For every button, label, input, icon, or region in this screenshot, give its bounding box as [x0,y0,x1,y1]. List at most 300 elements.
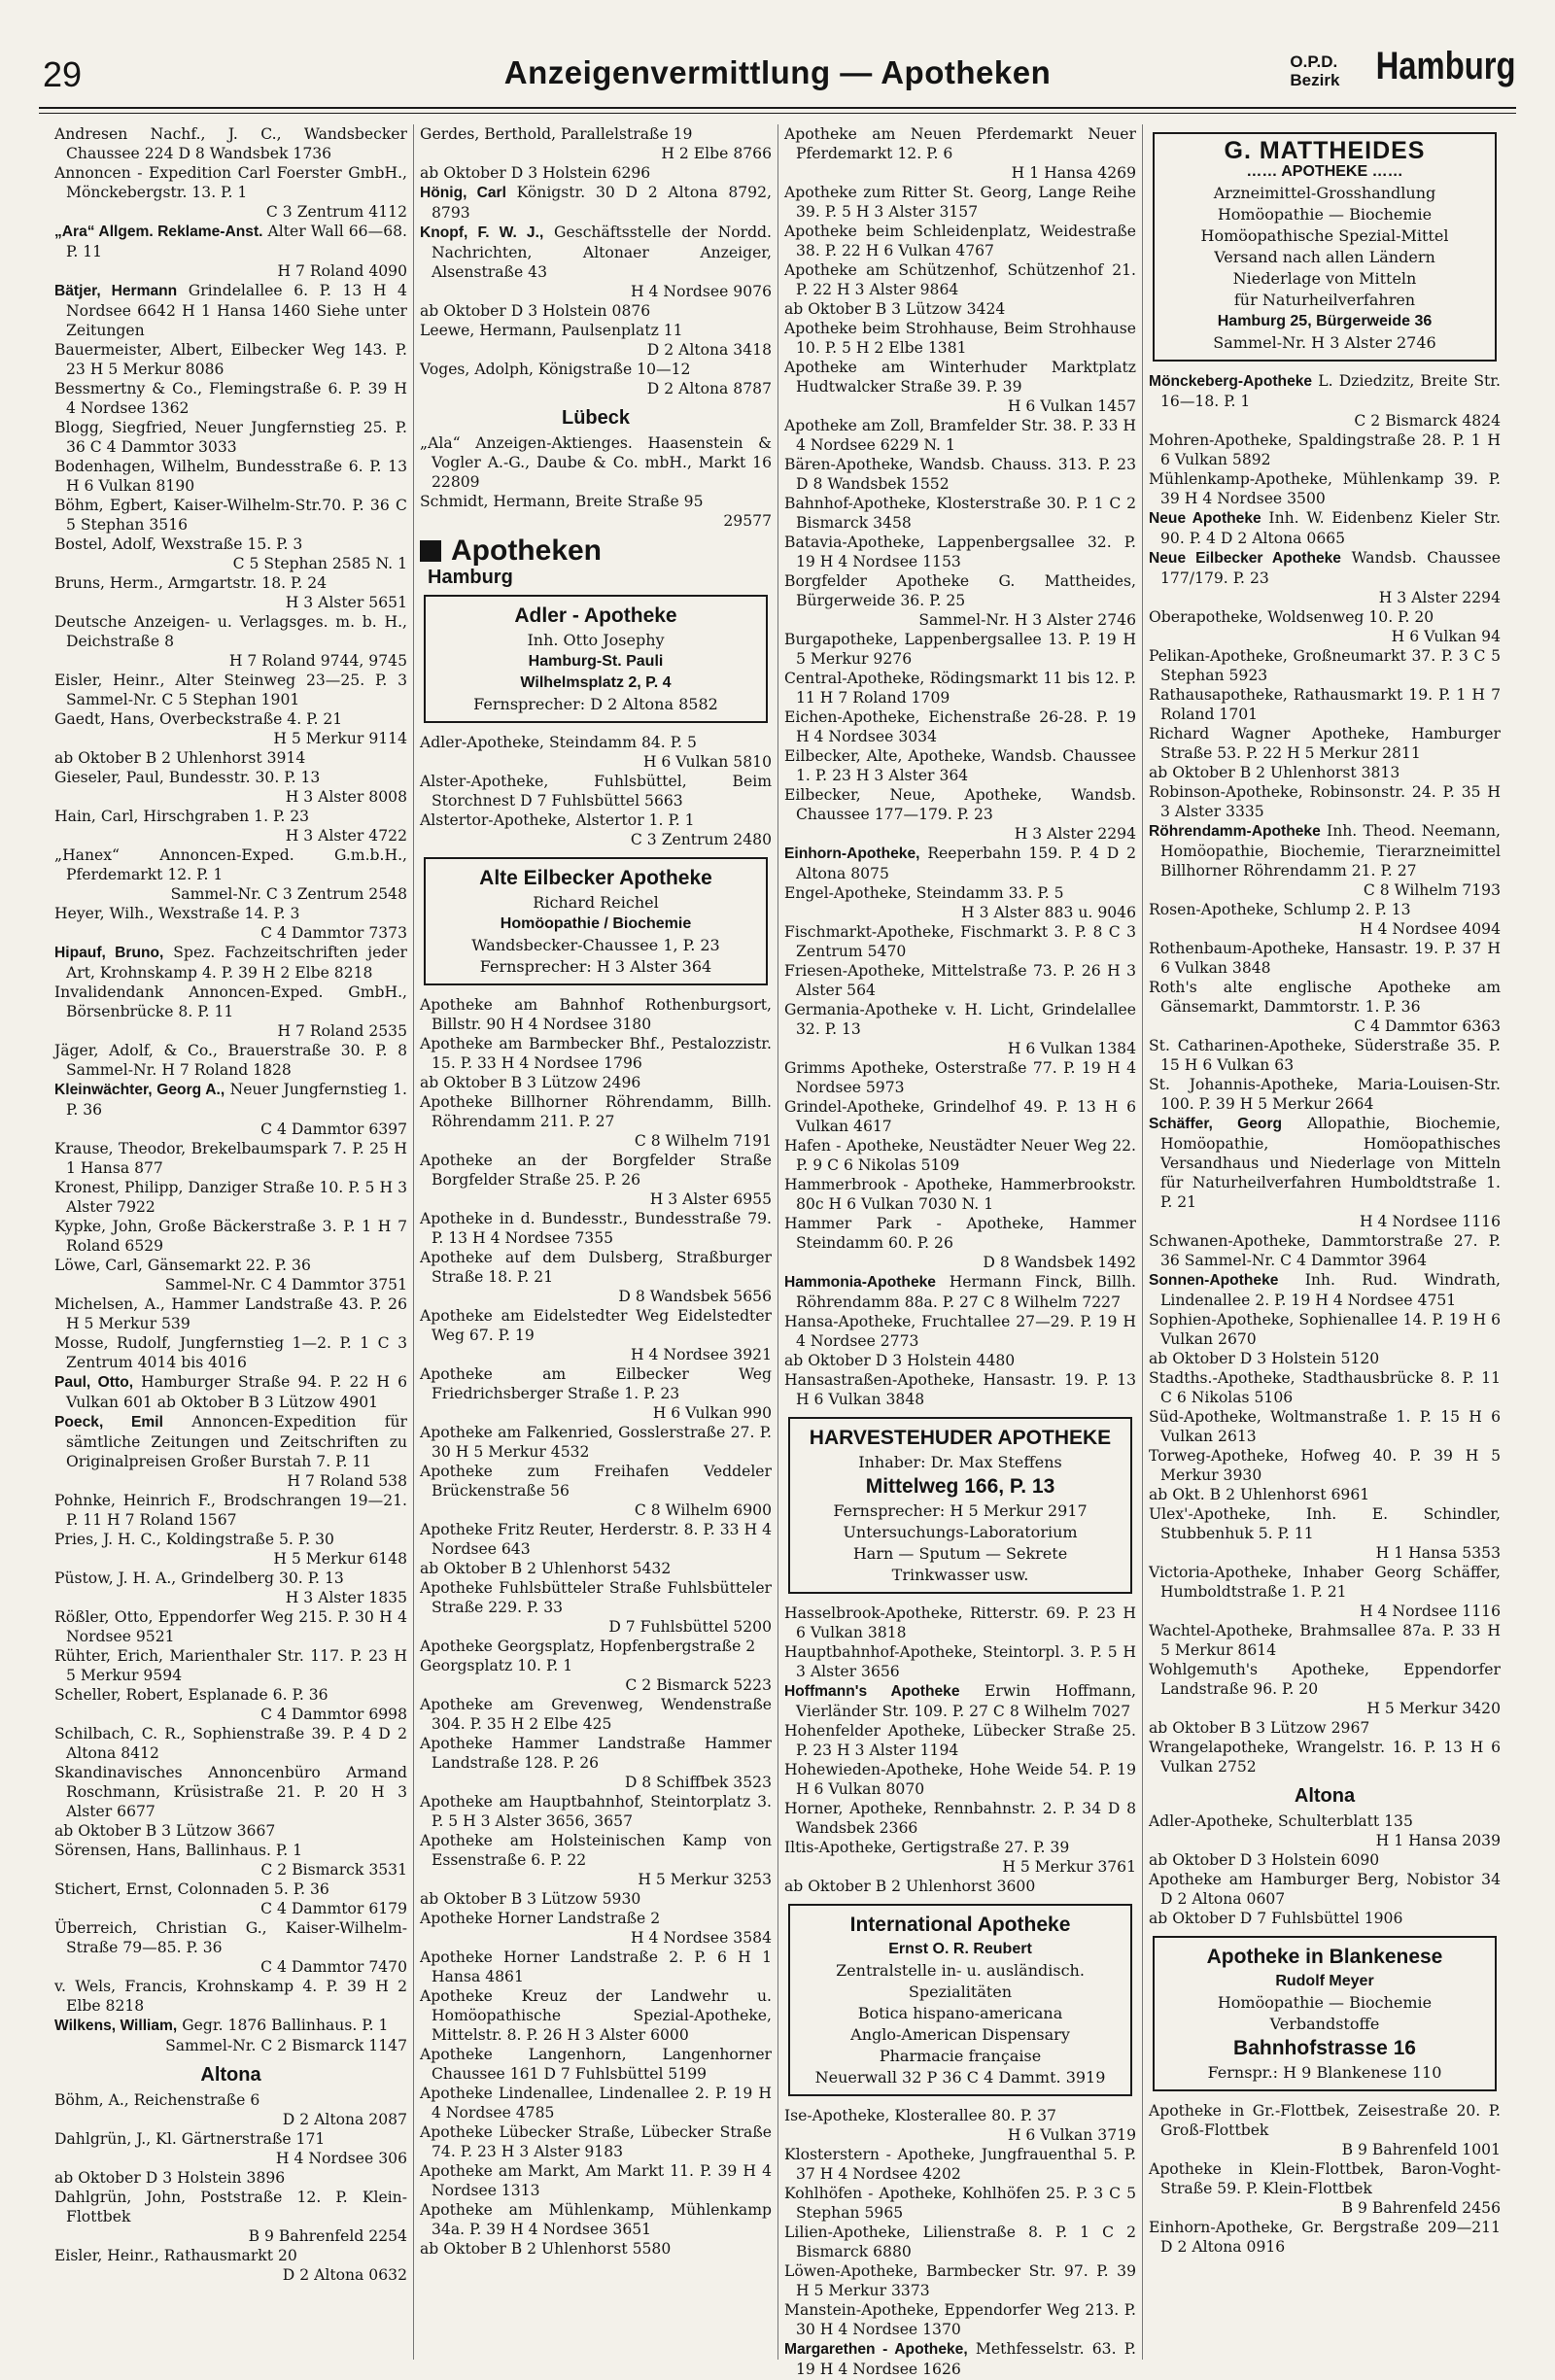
directory-entry [1149,821,1501,900]
entry-text: Apotheke Kreuz der Landwehr u. Homöopathische Spezial-Apotheke, Mittelstr. 8. P. 26 H 3 Alster 6000 [420,1987,772,2044]
ad-title: International Apotheke [849,1914,1071,1936]
entry-name: Hoffmann's Apotheke [784,1683,960,1700]
directory-entry [784,922,1136,961]
entry-text: Stadths.-Apotheke, Stadthausbrücke 8. P. 11 C 6 Nikolas 5106 [1149,1369,1501,1406]
entry-list [1149,371,1501,1776]
directory-entry [420,433,772,492]
entry-text: Rosen-Apotheke, Schlump 2. P. 13 [1149,901,1411,918]
entry-text: Apotheke am Falkenried, Gosslerstraße 27. P. 30 H 5 Merkur 4532 [420,1424,772,1461]
directory-entry [784,124,1136,183]
entry-text: Scheller, Robert, Esplanade 6. P. 36 [54,1686,328,1704]
entry-text: Grindelallee 6. P. 13 H 4 Nordsee 6642 H 1 Hansa 1460 Siehe unter Zeitungen [66,282,407,339]
entry-phone: H 4 Nordsee 1116 [1359,1603,1501,1620]
directory-entry [54,1821,407,1841]
directory-entry [420,1578,772,1637]
entry-phone: H 5 Merkur 6148 [273,1550,407,1568]
entry-phone: C 4 Dammtor 6363 [1354,1018,1501,1035]
directory-entry [54,943,407,983]
entry-text: Gieseler, Paul, Bundesstr. 30. P. 13 [54,769,321,786]
entry-text: Invalidendank Annoncen-Exped. GmbH., Börsenbrücke 8. P. 11 [54,983,407,1020]
directory-entry [54,1041,407,1080]
entry-phone: H 7 Roland 4090 [277,262,407,280]
entry-text: Annoncen - Expedition Carl Foerster GmbH., Mönckebergstr. 13. P. 1 [54,164,407,201]
directory-entry [1149,1660,1501,1718]
entry-text: ab Oktober D 3 Holstein 3896 [54,2169,286,2187]
directory-entry [54,1372,407,1412]
entry-text: Horner, Apotheke, Rennbahnstr. 2. P. 34 D 8 Wandsbek 2366 [784,1800,1136,1837]
directory-entry [54,1294,407,1333]
entry-text: Spez. Fachzeitschriften jeder Art, Krohnskamp 4. P. 39 H 2 Elbe 8218 [66,944,407,982]
advert-box [424,857,768,985]
entry-name: Mönckeberg-Apotheke [1149,373,1313,390]
entry-text: Alster-Apotheke, Fuhlsbüttel, Beim Storchnest D 7 Fuhlsbüttel 5663 [420,773,772,810]
ad-line: Arzneimittel-Grosshandlung [1213,184,1436,202]
ad-line: Hamburg-St. Pauli [528,653,664,670]
directory-entry [1149,371,1501,431]
directory-entry [1149,1114,1501,1231]
entry-phone: H 6 Vulkan 5810 [642,753,772,771]
directory-entry [1149,1368,1501,1407]
entry-name: Hammonia-Apotheke [784,1274,936,1291]
directory-entry [420,2200,772,2239]
entry-phone: H 5 Merkur 3253 [638,1871,772,1888]
directory-entry [420,2239,772,2259]
directory-entry [1149,1563,1501,1621]
directory-entry [784,183,1136,222]
entry-text: Hermann Finck, Billh. Röhrendamm 88a. P. 27 C 8 Wilhelm 7227 [796,1273,1136,1311]
entry-text: Apotheke Lindenallee, Lindenallee 2. P. 19 H 4 Nordsee 4785 [420,2085,772,2121]
directory-entry [784,1000,1136,1058]
directory-entry [784,455,1136,494]
entry-text: Gerdes, Berthold, Parallelstraße 19 [420,125,693,143]
entry-text: Wrangelapotheke, Wrangelstr. 16. P. 13 H 6 Vulkan 2752 [1149,1739,1501,1776]
ad-title: Adler - Apotheke [514,604,677,627]
ad-phone: Fernsprecher: H 5 Merkur 2917 [833,1501,1088,1520]
entry-phone: H 2 Elbe 8766 [661,145,772,162]
entry-phone: 29577 [723,512,772,530]
directory-entry [54,1880,407,1918]
advert-box [1153,1936,1497,2091]
entry-phone: H 4 Nordsee 4094 [1359,920,1501,938]
entry-text: ab Oktober B 3 Lützow 3424 [784,300,1006,318]
entry-phone: D 2 Altona 3418 [646,341,772,359]
directory-entry [54,124,407,163]
directory-entry [784,2300,1136,2339]
entry-phone: D 8 Schiffbek 3523 [624,1774,772,1791]
entry-text: Sörensen, Hans, Ballinhaus. P. 1 [54,1842,303,1859]
entry-text: Leewe, Hermann, Paulsenplatz 11 [420,322,683,339]
entry-text: Hammerbrook - Apotheke, Hammerbrookstr. 80c H 6 Vulkan 7030 N. 1 [784,1176,1136,1213]
entry-text: Hansa-Apotheke, Fruchtallee 27—29. P. 19 H 4 Nordsee 2773 [784,1313,1136,1350]
ad-line: Pharmacie française [879,2047,1042,2065]
entry-phone: Sammel-Nr. C 2 Bismarck 1147 [165,2037,407,2054]
directory-entry [784,2184,1136,2223]
entry-text: Böhm, A., Reichenstraße 6 [54,2091,260,2109]
directory-entry [420,1520,772,1559]
entry-text: Dahlgrün, J., Kl. Gärtnerstraße 171 [54,2130,326,2148]
entry-phone: D 8 Wandsbek 1492 [983,1254,1136,1271]
entry-text: Kronest, Philipp, Danziger Straße 10. P. 5 H 3 Alster 7922 [54,1179,407,1216]
directory-entry [784,1877,1136,1896]
directory-entry [54,1685,407,1724]
entry-phone: H 1 Hansa 4269 [1011,164,1136,182]
directory-entry [784,1721,1136,1760]
directory-entry [1149,607,1501,646]
entry-text: Hauptbahnhof-Apotheke, Steintorpl. 3. P. 5 H 3 Alster 3656 [784,1643,1136,1680]
ad-line: Homöopathische Spezial-Mittel [1200,226,1449,245]
entry-list [784,124,1136,1409]
directory-entry [1149,1231,1501,1270]
ad-phone: Neuerwall 32 P 36 C 4 Dammt. 3919 [814,2068,1106,2087]
entry-phone: C 2 Bismarck 5223 [625,1676,772,1694]
entry-phone: C 8 Wilhelm 7191 [634,1132,772,1150]
entry-text: ab Oktober B 3 Lützow 5930 [420,1890,641,1908]
entry-text: Apotheke am Bahnhof Rothenburgsort, Billstr. 90 H 4 Nordsee 3180 [420,996,772,1033]
entry-text: Apotheke am Holsteinischen Kamp von Essenstraße 6. P. 22 [420,1832,772,1869]
entry-phone: C 4 Dammtor 6397 [260,1121,407,1138]
entry-text: Apotheke am Markt, Am Markt 11. P. 39 H 4 Nordsee 1313 [420,2162,772,2199]
directory-entry [420,1948,772,1986]
column-2 [413,124,778,2360]
directory-entry [784,2223,1136,2261]
entry-phone: H 3 Alster 6955 [649,1190,772,1208]
directory-entry [784,1760,1136,1799]
entry-text: „Hanex“ Annoncen-Exped. G.m.b.H., Pferdemarkt 12. P. 1 [54,846,407,883]
bezirk-label: Bezirk [1290,71,1340,89]
entry-text: Stichert, Ernst, Colonnaden 5. P. 36 [54,1880,329,1898]
entry-text: Bodenhagen, Wilhelm, Bundesstraße 6. P. 13 H 6 Vulkan 8190 [54,458,407,495]
entry-text: Löwen-Apotheke, Barmbecker Str. 97. P. 39 H 5 Merkur 3373 [784,2262,1136,2299]
directory-entry [420,1986,772,2045]
directory-entry [420,1423,772,1462]
entry-phone: H 4 Nordsee 306 [275,2150,407,2167]
entry-text: Andresen Nachf., J. C., Wandsbecker Chaussee 224 D 8 Wandsbek 1736 [54,125,407,162]
entry-text: Reeperbahn 159. P. 4 D 2 Altona 8075 [796,845,1136,882]
entry-text: ab Oktober B 3 Lützow 2496 [420,1074,641,1091]
directory-entry [420,1034,772,1073]
directory-entry [54,1607,407,1646]
directory-entry [420,811,772,849]
ad-line: Trinkwasser usw. [891,1566,1029,1584]
directory-entry [784,844,1136,883]
entry-text: Annoncen-Expedition für sämtliche Zeitungen und Zeitschriften zu Originalpreisen Großer Burstah 7. P. 11 [66,1413,407,1470]
city-subheading: Hamburg [428,567,513,588]
entry-text: Wachtel-Apotheke, Brahmsallee 87a. P. 33 H 5 Merkur 8614 [1149,1622,1501,1659]
entry-text: Apotheke Georgsplatz, Hopfenbergstraße 2 [420,1638,756,1655]
directory-entry [54,709,407,748]
directory-entry [54,1139,407,1178]
entry-text: Apotheke in Klein-Flottbek, Baron-Voght-Straße 59. P. Klein-Flottbek [1149,2160,1501,2197]
ad-owner: Richard Reichel [533,893,659,912]
entry-phone: H 3 Alster 1835 [285,1589,407,1606]
entry-text: Bostel, Adolf, Wexstraße 15. P. 3 [54,535,303,553]
entry-text: ab Oktober D 3 Holstein 5120 [1149,1350,1380,1367]
directory-entry [1149,1811,1501,1850]
ad-line: Wandsbecker-Chaussee 1, P. 23 [471,936,720,954]
entry-phone: Sammel-Nr. H 3 Alster 2746 [918,611,1136,629]
entry-text: Apotheke am Eilbecker Weg Friedrichsberger Straße 1. P. 23 [420,1365,772,1402]
ad-title: Alte Eilbecker Apotheke [479,867,712,889]
ad-title: Apotheke in Blankenese [1206,1946,1443,1968]
entry-text: Rühter, Erich, Marienthaler Str. 117. P. 23 H 5 Merkur 9594 [54,1647,407,1684]
directory-entry [1149,724,1501,763]
entry-phone: H 7 Roland 9744, 9745 [228,652,407,670]
entry-text: ab Oktober B 3 Lützow 2967 [1149,1719,1370,1737]
entry-text: Überreich, Christian G., Kaiser-Wilhelm-Straße 79—85. P. 36 [54,1919,407,1956]
directory-entry [54,1412,407,1491]
directory-entry [420,1889,772,1909]
directory-entry [784,1272,1136,1312]
entry-text: Hafen - Apotheke, Neustädter Neuer Weg 22. P. 9 C 6 Nikolas 5109 [784,1137,1136,1174]
directory-entry [420,321,772,360]
entry-text: „Ala“ Anzeigen-Aktienges. Haasenstein & Vogler A.-G., Daube & Co. mbH., Markt 16 22809 [420,434,772,491]
entry-text: Germania-Apotheke v. H. Licht, Grindelallee 32. P. 13 [784,1001,1136,1038]
entry-text: Georgsplatz 10. P. 1 [420,1657,573,1674]
entry-text: ab Oktober B 2 Uhlenhorst 5432 [420,1560,672,1577]
entry-text: Deutsche Anzeigen- u. Verlagsges. m. b. H., Deichstraße 8 [54,613,407,650]
entry-text: Batavia-Apotheke, Lappenbergsallee 32. P. 19 H 4 Nordsee 1153 [784,534,1136,570]
entry-text: L. Dziedzitz, Breite Str. 16—18. P. 1 [1160,372,1501,410]
directory-entry [1149,1738,1501,1776]
entry-text: Ulex'-Apotheke, Inh. E. Schindler, Stubbenhuk 5. P. 11 [1149,1505,1501,1542]
directory-entry [54,1763,407,1821]
directory-entry [784,785,1136,844]
entry-phone: H 5 Merkur 9114 [273,730,407,747]
directory-entry [54,1491,407,1530]
entry-text: Pohnke, Heinrich F., Brodschrangen 19—21. P. 11 H 7 Roland 1567 [54,1492,407,1529]
entry-text: Grimms Apotheke, Osterstraße 77. P. 19 H 4 Nordsee 5973 [784,1059,1136,1096]
entry-text: Mohren-Apotheke, Spaldingstraße 28. P. 1 H 6 Vulkan 5892 [1149,431,1501,468]
entry-text: Burgapotheke, Lappenbergsallee 13. P. 19 H 5 Merkur 9276 [784,631,1136,668]
directory-entry [54,2016,407,2055]
directory-entry [420,360,772,398]
entry-phone: C 4 Dammtor 6998 [260,1706,407,1723]
directory-entry [1149,646,1501,685]
entry-text: Inh. W. Eidenbenz Kieler Str. 90. P. 4 D 2 Altona 0665 [1160,509,1502,547]
entry-text: Gegr. 1876 Ballinhaus. P. 1 [182,2017,389,2034]
directory-entry [420,1637,772,1656]
directory-entry [1149,685,1501,724]
entry-text: Bauermeister, Albert, Eilbecker Weg 143. P. 23 H 5 Merkur 8086 [54,341,407,378]
entry-text: Hasselbrook-Apotheke, Ritterstr. 69. P. 23 H 6 Vulkan 3818 [784,1604,1136,1641]
entry-text: Robinson-Apotheke, Robinsonstr. 24. P. 35 H 3 Alster 3335 [1149,783,1501,820]
ad-address: Bahnhofstrasse 16 [1233,2037,1416,2059]
directory-entry [54,1724,407,1763]
directory-entry [420,2161,772,2200]
ad-address: Hamburg 25, Bürgerweide 36 [1217,313,1433,329]
entry-text: Apotheke am Eidelstedter Weg Eidelstedter Weg 67. P. 19 [420,1307,772,1344]
directory-entry [1149,1621,1501,1660]
entry-name: Knopf, F. W. J., [420,224,544,241]
directory-entry [420,1695,772,1734]
entry-text: St. Johannis-Apotheke, Maria-Louisen-Str. 100. P. 39 H 5 Merkur 2664 [1149,1076,1501,1113]
directory-entry [784,1214,1136,1272]
advert-box [1153,132,1497,362]
entry-phone: C 4 Dammtor 7470 [260,1958,407,1976]
entry-text: ab Okt. B 2 Uhlenhorst 6961 [1149,1486,1370,1503]
directory-entry [54,573,407,612]
entry-text: Erwin Hoffmann, Vierländer Str. 109. P. 27 C 8 Wilhelm 7027 [796,1682,1136,1720]
entry-text: Hansastraßen-Apotheke, Hansastr. 19. P. 13 H 6 Vulkan 3848 [784,1371,1136,1408]
directory-entry [1149,782,1501,821]
directory-entry [54,2168,407,2188]
directory-entry [1149,763,1501,782]
entry-text: ab Oktober B 2 Uhlenhorst 3914 [54,749,306,767]
entry-text: Schilbach, C. R., Sophienstraße 39. P. 4 D 2 Altona 8412 [54,1725,407,1762]
directory-entry [420,163,772,183]
ad-line: Mittelweg 166, P. 13 [865,1475,1055,1498]
directory-entry [54,281,407,340]
advert-box [788,1417,1132,1594]
entry-phone: H 3 Alster 5651 [285,594,407,611]
entry-list [420,995,772,2259]
directory-entry [784,1838,1136,1877]
directory-entry [420,1462,772,1520]
directory-entry [784,2339,1136,2379]
entry-text: Apotheke am Hauptbahnhof, Steintorplatz 3. P. 5 H 3 Alster 3656, 3657 [420,1793,772,1830]
entry-text: Neuer Jungfernstieg 1. P. 36 [66,1081,407,1119]
entry-text: Rathausapotheke, Rathausmarkt 19. P. 1 H 7 Roland 1701 [1149,686,1501,723]
directory-entry [420,301,772,321]
directory-entry [54,748,407,768]
directory-entry [54,457,407,496]
entry-text: Alstertor-Apotheke, Alstertor 1. P. 1 [420,811,695,829]
directory-entry [1149,431,1501,469]
entry-phone: B 9 Bahrenfeld 2254 [248,2227,407,2245]
entry-text: Adler-Apotheke, Steindamm 84. P. 5 [420,734,697,751]
directory-entry [784,2106,1136,2145]
entry-phone: H 6 Vulkan 94 [1391,628,1501,645]
header-rule [39,107,1516,109]
entry-text: Eilbecker, Neue, Apotheke, Wandsb. Chaussee 177—179. P. 23 [784,786,1136,823]
entry-phone: H 4 Nordsee 9076 [630,283,772,300]
directory-entry [784,707,1136,746]
advert-box [424,595,768,723]
entry-text: ab Oktober B 3 Lützow 3667 [54,1822,276,1840]
columns [49,124,1506,2378]
district-label [1290,43,1516,89]
directory-entry [54,418,407,457]
entry-text: Apotheke am Schützenhof, Schützenhof 21. P. 22 H 3 Alster 9864 [784,261,1136,298]
entry-text: Geschäftsstelle der Nordd. Nachrichten, Altonaer Anzeiger, Alsenstraße 43 [432,224,772,281]
entry-phone: C 2 Bismarck 3531 [260,1861,407,1879]
directory-entry [784,416,1136,455]
directory-entry [1149,508,1501,548]
directory-entry [1149,1718,1501,1738]
directory-entry [54,1217,407,1256]
entry-phone: H 6 Vulkan 3719 [1007,2126,1136,2144]
entry-text: Apotheke zum Ritter St. Georg, Lange Reihe 39. P. 5 H 3 Alster 3157 [784,184,1136,221]
directory-entry [420,1092,772,1151]
entry-text: Kohlhöfen - Apotheke, Kohlhöfen 25. P. 3 C 5 Stephan 5965 [784,2185,1136,2222]
entry-text: Fischmarkt-Apotheke, Fischmarkt 3. P. 8 C 3 Zentrum 5470 [784,923,1136,960]
entry-text: Roth's alte englische Apotheke am Gänsemarkt, Dammtorstr. 1. P. 36 [1149,979,1501,1016]
entry-text: Bahnhof-Apotheke, Klosterstraße 30. P. 1 C 2 Bismarck 3458 [784,495,1136,532]
entry-text: St. Catharinen-Apotheke, Süderstraße 35. P. 15 H 6 Vulkan 63 [1149,1037,1501,1074]
directory-entry [420,1559,772,1578]
entry-list [420,733,772,849]
entry-name: Sonnen-Apotheke [1149,1272,1279,1289]
entry-text: ab Oktober B 2 Uhlenhorst 3813 [1149,764,1400,781]
entry-text: ab Oktober D 3 Holstein 6296 [420,164,651,182]
entry-list [420,433,772,531]
entry-text: ab Oktober D 3 Holstein 6090 [1149,1851,1380,1869]
entry-text: Apotheke Horner Landstraße 2 [420,1910,661,1927]
entry-text: Hohenfelder Apotheke, Lübecker Straße 25. P. 23 H 3 Alster 1194 [784,1722,1136,1759]
entry-text: Apotheke am Hamburger Berg, Nobistor 34 D 2 Altona 0607 [1149,1871,1501,1908]
directory-entry [784,260,1136,299]
entry-list [54,124,407,2055]
directory-entry [420,2084,772,2122]
entry-phone: D 7 Fuhlsbüttel 5200 [608,1618,772,1636]
directory-entry [420,124,772,163]
entry-text: Schwanen-Apotheke, Dammtorstraße 27. P. 36 Sammel-Nr. C 4 Dammtor 3964 [1149,1232,1501,1269]
header-rule-thin [39,113,1516,114]
entry-text: Friesen-Apotheke, Mittelstraße 73. P. 26 H 3 Alster 564 [784,962,1136,999]
entry-list [784,1604,1136,1896]
entry-text: Ise-Apotheke, Klosterallee 80. P. 37 [784,2107,1056,2124]
entry-phone: H 1 Hansa 2039 [1375,1832,1501,1849]
entry-name: Schäffer, Georg [1149,1116,1283,1132]
ad-line: Untersuchungs-Laboratorium [843,1523,1078,1541]
entry-text: Apotheke Billhorner Röhrendamm, Billh. Röhrendamm 211. P. 27 [420,1093,772,1130]
directory-entry [784,1175,1136,1214]
entry-text: Löwe, Carl, Gänsemarkt 22. P. 36 [54,1257,311,1274]
entry-text: Manstein-Apotheke, Eppendorfer Weg 213. P. 30 H 4 Nordsee 1370 [784,2301,1136,2338]
directory-entry [54,2188,407,2246]
entry-text: Voges, Adolph, Königstraße 10—12 [420,361,691,378]
entry-phone: H 5 Merkur 3761 [1002,1858,1136,1876]
directory-entry [420,183,772,223]
directory-entry [54,768,407,807]
entry-text: Gaedt, Hans, Overbeckstraße 4. P. 21 [54,710,343,728]
entry-text: Süd-Apotheke, Woltmanstraße 1. P. 15 H 6 Vulkan 2613 [1149,1408,1501,1445]
directory-entry [54,2090,407,2129]
entry-name: Röhrendamm-Apotheke [1149,823,1321,840]
entry-phone: Sammel-Nr. C 3 Zentrum 2548 [170,885,407,903]
entry-text: Böhm, Egbert, Kaiser-Wilhelm-Str.70. P. 36 C 5 Stephan 3516 [54,497,407,534]
directory-entry [784,319,1136,358]
ad-line: Verbandstoffe [1269,2015,1380,2033]
directory-entry [784,2261,1136,2300]
entry-text: Borgfelder Apotheke G. Mattheides, Bürgerweide 36. P. 25 [784,572,1136,609]
entry-list [1149,1811,1501,1928]
directory-entry [420,995,772,1034]
entry-phone: D 2 Altona 8787 [646,380,772,397]
opd-label: O.P.D. [1290,52,1338,71]
entry-text: Sophien-Apotheke, Sophienallee 14. P. 19 H 6 Vulkan 2670 [1149,1311,1501,1348]
directory-entry [54,1569,407,1607]
directory-entry [1149,2159,1501,2218]
entry-phone: B 9 Bahrenfeld 1001 [1341,2141,1501,2158]
entry-phone: Sammel-Nr. C 4 Dammtor 3751 [164,1276,407,1293]
entry-text: Oberapotheke, Woldsenweg 10. P. 20 [1149,608,1434,626]
entry-text: Kypke, John, Große Bäckerstraße 3. P. 1 H 7 Roland 6529 [54,1218,407,1255]
page-number: 29 [43,54,83,94]
entry-phone: C 4 Dammtor 7373 [260,924,407,942]
entry-text: Eisler, Heinr., Alter Steinweg 23—25. P. 3 Sammel-Nr. C 5 Stephan 1901 [54,672,407,708]
entry-phone: H 7 Roland 2535 [277,1022,407,1040]
ad-line: Homöopathie / Biochemie [500,915,692,932]
entry-list [784,2106,1136,2379]
directory-entry [420,772,772,811]
entry-text: Torweg-Apotheke, Hofweg 40. P. 39 H 5 Merkur 3930 [1149,1447,1501,1484]
entry-name: Wilkens, William, [54,2018,178,2034]
ad-phone: Fernsprecher: D 2 Altona 8582 [473,695,718,713]
entry-text: Michelsen, A., Hammer Landstraße 43. P. 26 H 5 Merkur 539 [54,1295,407,1332]
entry-text: Bruns, Herm., Armgartstr. 18. P. 24 [54,574,328,592]
directory-entry [1149,1446,1501,1485]
